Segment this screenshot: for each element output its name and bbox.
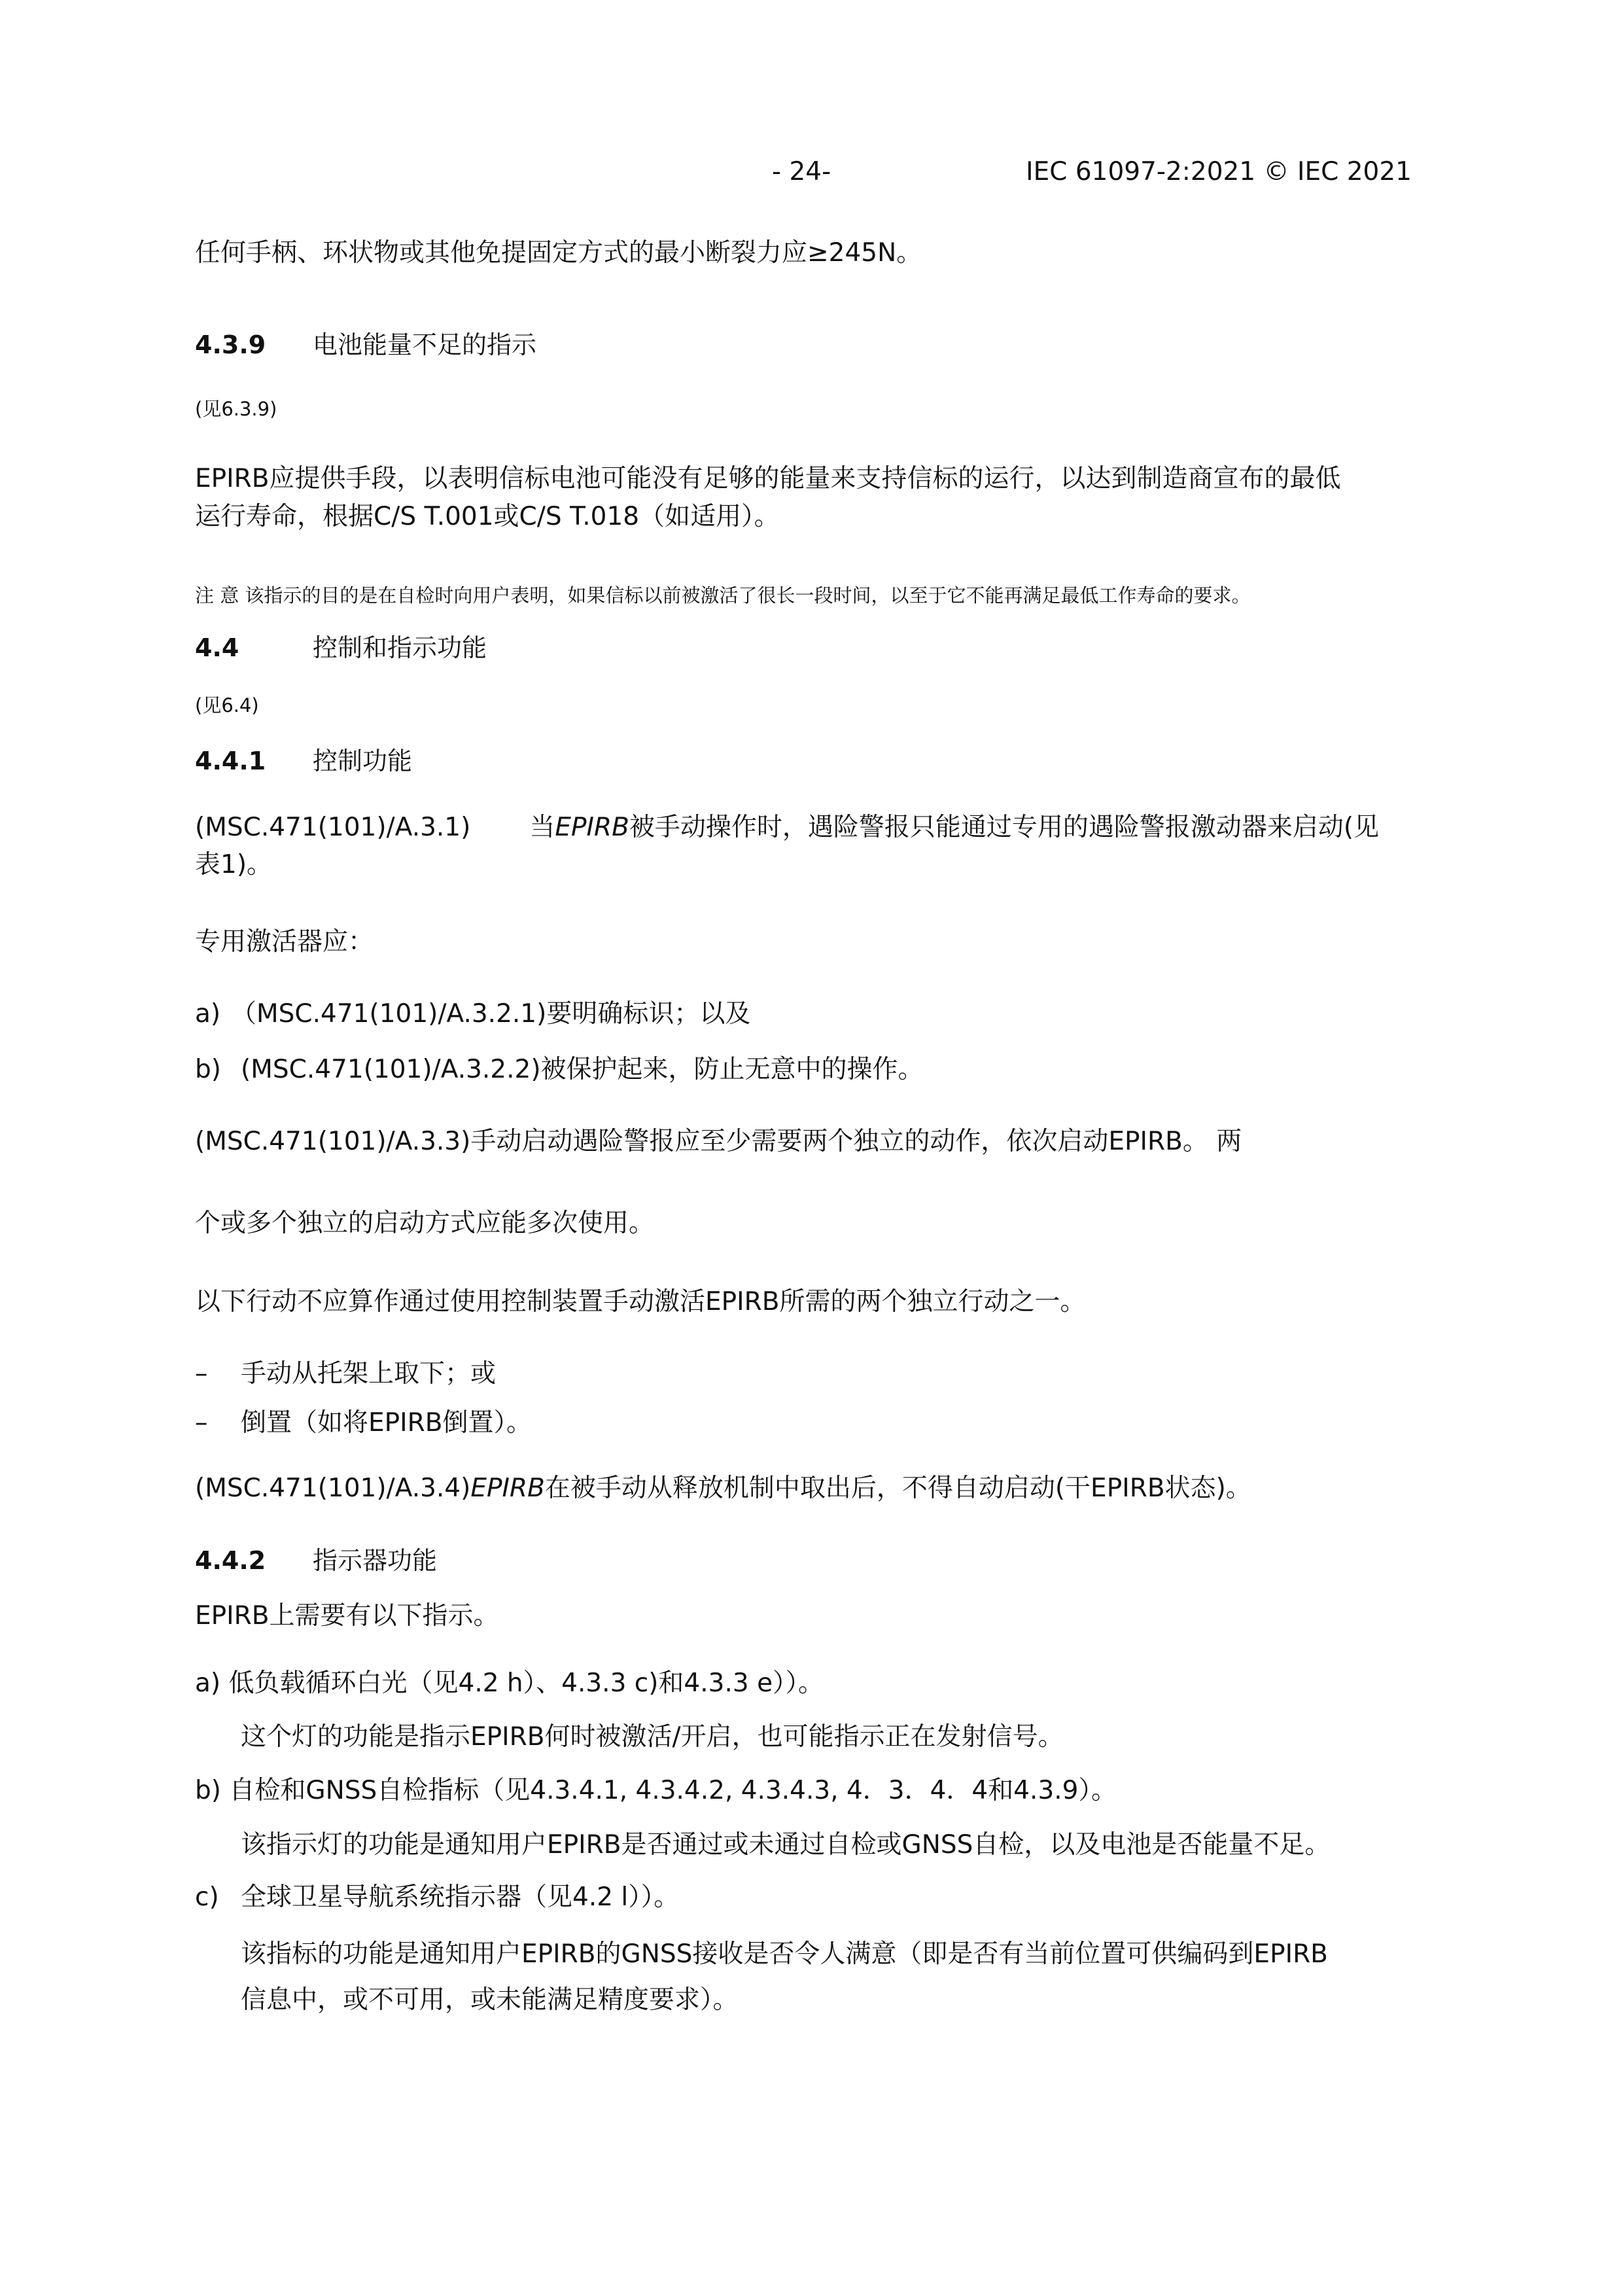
paragraph-line: 个或多个独立的启动方式应能多次使用。 <box>195 1209 655 1238</box>
italic-term: EPIRB <box>470 1474 545 1503</box>
intro-paragraph: 任何手柄、环状物或其他免提固定方式的最小断裂力应≥245N。 <box>195 238 922 268</box>
list-label: c) <box>195 1882 219 1912</box>
section-title: 控制和指示功能 <box>313 633 487 662</box>
section-4-4-1-heading <box>195 745 1425 777</box>
note-text: 注 意 该指示的目的是在自检时向用户表明，如果信标以前被激活了很长一段时间，以至于它不能再满足最低工作寿命的要求。 <box>195 584 1251 607</box>
text-run: 被手动操作时，遇险警报只能通过专用的遇险警报激动器来启动(见 <box>629 813 1380 842</box>
list-item-c <box>195 1881 1425 1914</box>
paragraph-line: 专用激活器应： <box>195 927 374 957</box>
section-number: 4.4.2 <box>195 1546 266 1575</box>
paragraph-line: (MSC.471(101)/A.3.3)手动启动遇险警报应至少需要两个独立的动作，依次启动EPIRB。 两 <box>195 1127 1242 1156</box>
dash-item <box>195 1407 1425 1439</box>
paragraph-line: 以下行动不应算作通过使用控制装置手动激活EPIRB所需的两个独立行动之一。 <box>195 1287 1086 1316</box>
section-4-4-reference: (见6.4) <box>195 694 259 716</box>
list-label: a) <box>195 999 221 1029</box>
list-item-b <box>195 1053 1425 1086</box>
paragraph-line: EPIRB上需要有以下指示。 <box>195 1601 499 1631</box>
paragraph-line <box>195 1472 1425 1505</box>
list-item-b: b) 自检和GNSS自检指标（见4.3.4.1, 4.3.4.2, 4.3.4.3, 4．3．4．4和4.3.9）。 <box>195 1776 1117 1805</box>
section-title: 指示器功能 <box>313 1546 438 1575</box>
section-number: 4.3.9 <box>195 330 266 359</box>
list-item-description: 该指示灯的功能是通知用户EPIRB是否通过或未通过自检或GNSS自检，以及电池是否能量不足。 <box>241 1830 1331 1860</box>
list-item-a <box>195 998 1425 1031</box>
list-item-description: 信息中，或不可用，或未能满足精度要求）。 <box>241 1985 739 2015</box>
dash-item <box>195 1358 1425 1390</box>
list-text: (MSC.471(101)/A.3.2.2)被保护起来，防止无意中的操作。 <box>241 1055 924 1084</box>
text-run: 在被手动从释放机制中取出后，不得自动启动(干EPIRB状态)。 <box>544 1474 1251 1503</box>
list-item-a: a) 低负载循环白光（见4.2 h）、4.3.3 c)和4.3.3 e））。 <box>195 1669 824 1698</box>
page-number: - 24- <box>772 157 831 186</box>
standard-reference: IEC 61097-2:2021 © IEC 2021 <box>1026 157 1412 186</box>
section-title: 控制功能 <box>313 747 413 775</box>
section-4-4-heading <box>195 631 1425 664</box>
dash-marker: – <box>195 1408 208 1438</box>
italic-term: EPIRB <box>555 813 629 842</box>
list-item-description: 这个灯的功能是指示EPIRB何时被激活/开启，也可能指示正在发射信号。 <box>241 1722 1064 1752</box>
paragraph-line: EPIRB应提供手段，以表明信标电池可能没有足够的能量来支持信标的运行，以达到制造商宣布的最低 <box>195 464 1341 493</box>
list-label: b) <box>195 1055 221 1084</box>
section-number: 4.4.1 <box>195 747 266 775</box>
list-text: （MSC.471(101)/A.3.2.1)要明确标识；以及 <box>231 999 751 1029</box>
msc-reference: (MSC.471(101)/A.3.1) <box>195 813 471 842</box>
section-4-3-9-heading <box>195 328 1425 361</box>
dash-marker: – <box>195 1359 208 1388</box>
paragraph-line: 运行寿命，根据C/S T.001或C/S T.018（如适用）。 <box>195 502 780 531</box>
paragraph-line: 表1)。 <box>195 850 273 879</box>
list-text: 手动从托架上取下；或 <box>241 1359 497 1388</box>
list-text: 全球卫星导航系统指示器（见4.2 l））。 <box>241 1882 680 1912</box>
section-title: 电池能量不足的指示 <box>313 330 537 359</box>
msc-reference: (MSC.471(101)/A.3.4) <box>195 1474 471 1503</box>
paragraph-line <box>195 811 1425 844</box>
list-text: 倒置（如将EPIRB倒置）。 <box>241 1408 532 1438</box>
list-item-description: 该指标的功能是通知用户EPIRB的GNSS接收是否令人满意（即是否有当前位置可供编码到EPIRB <box>241 1939 1328 1969</box>
text-run: 当 <box>529 813 555 842</box>
section-number: 4.4 <box>195 633 239 662</box>
section-4-4-2-heading <box>195 1544 1425 1577</box>
section-4-3-9-reference: (见6.3.9) <box>195 398 277 420</box>
